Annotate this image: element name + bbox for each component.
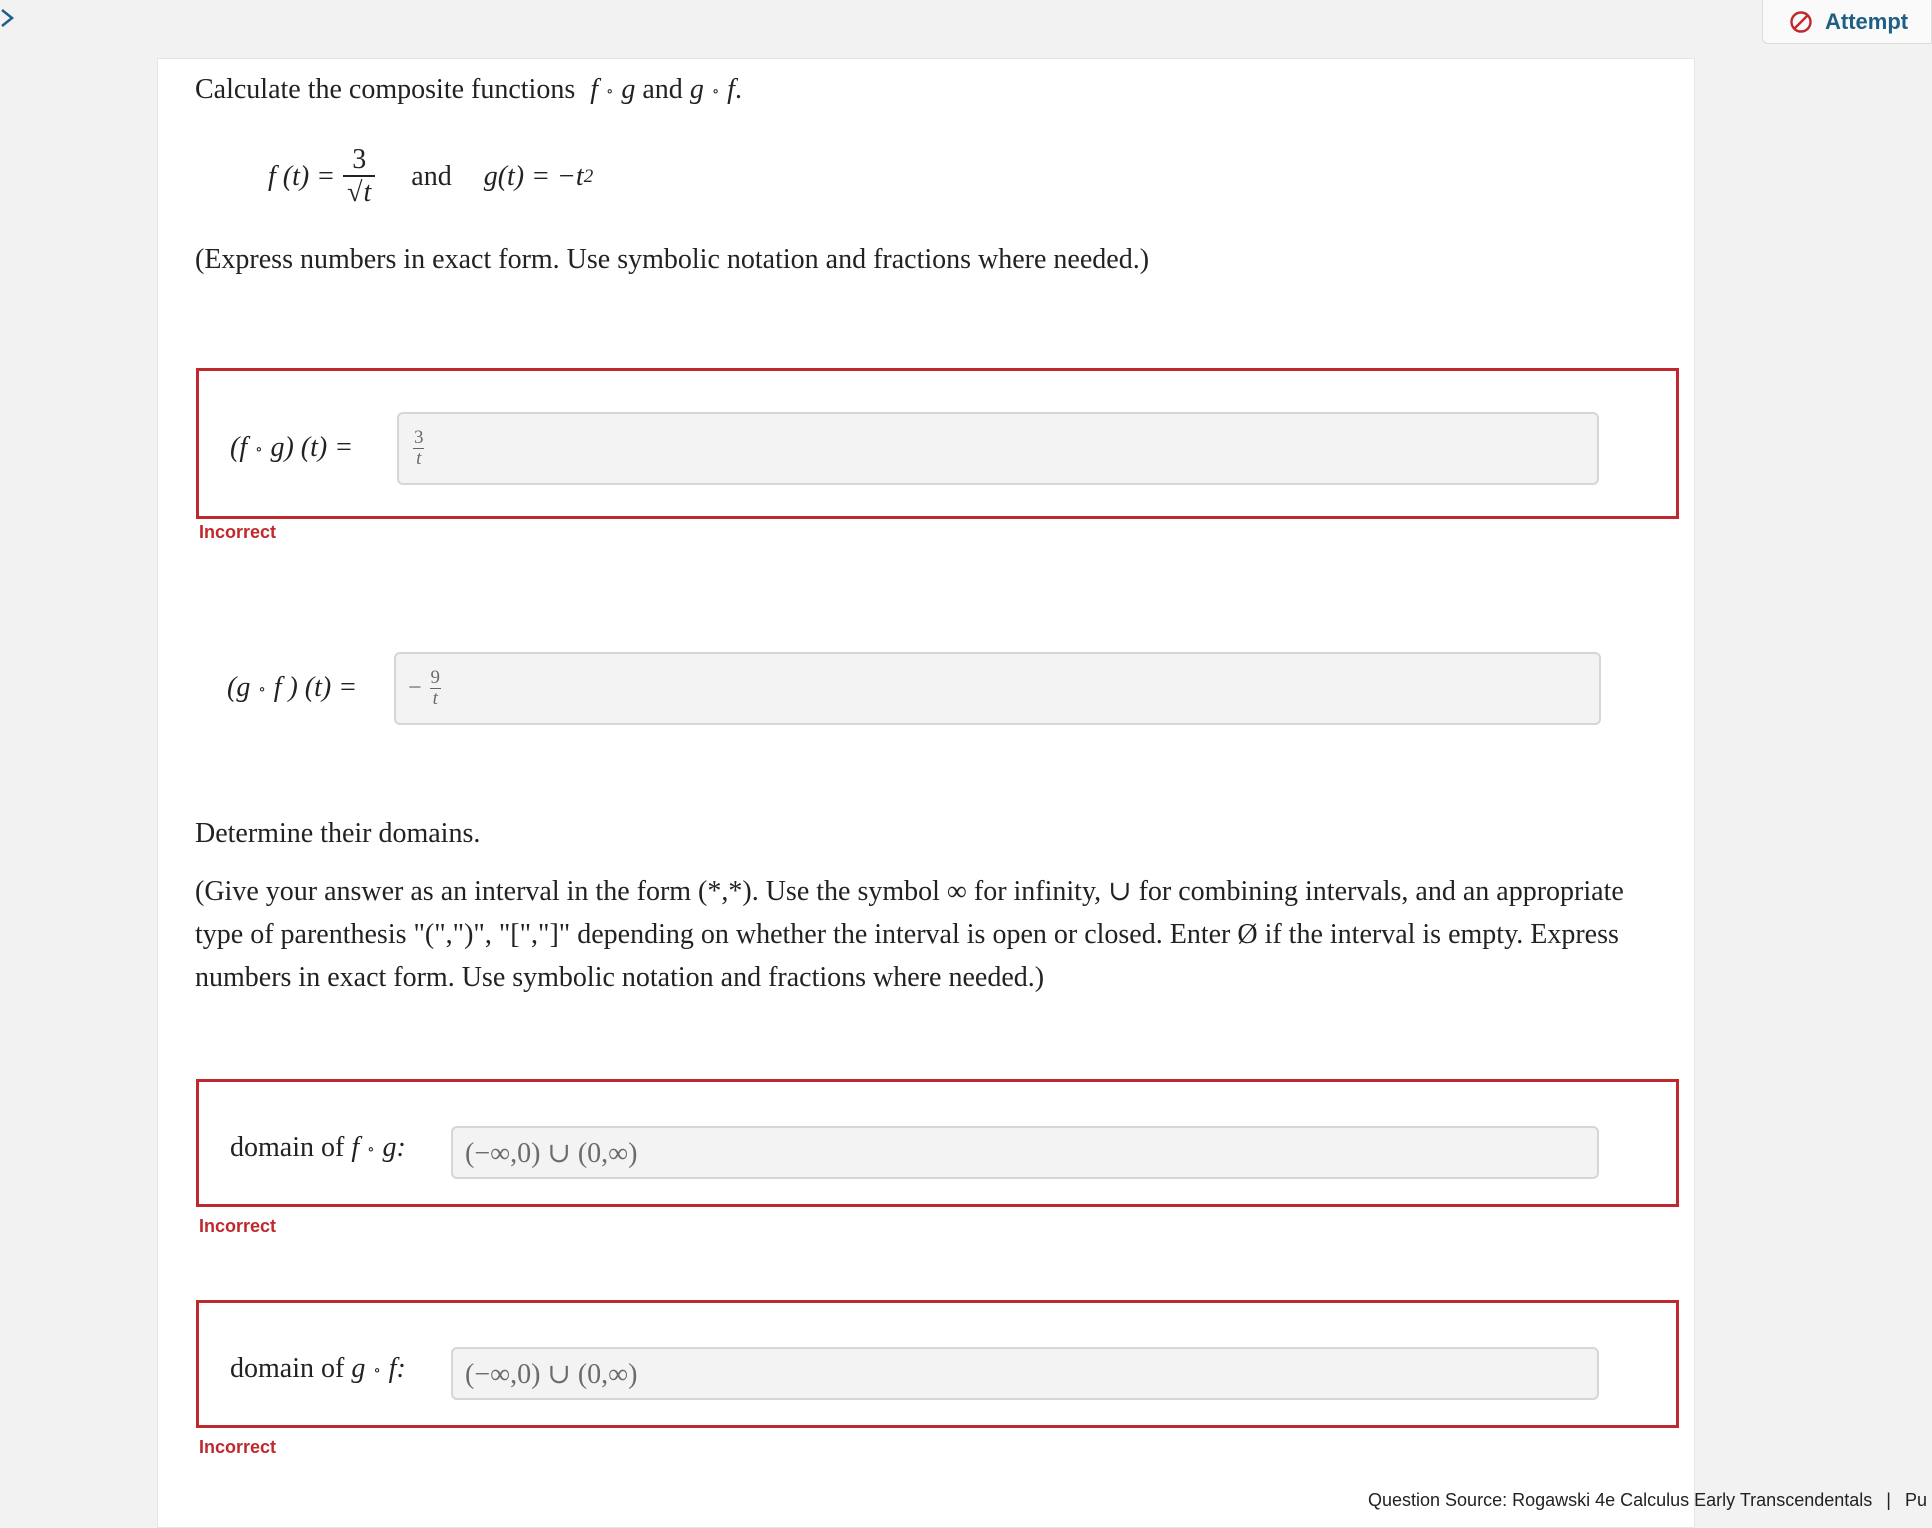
f-fraction <box>343 145 375 209</box>
gf-label-open: (g <box>227 672 251 703</box>
domain-fg-feedback: Incorrect <box>199 1216 277 1236</box>
domain-fg-g: g: <box>382 1132 406 1163</box>
compose-symbol: ∘ <box>258 682 266 699</box>
g-lhs: g(t) = −t <box>483 161 584 192</box>
prompt-g2: g <box>689 74 704 105</box>
compose-symbol: ∘ <box>606 84 614 101</box>
gf-value-num: 9 <box>430 667 441 688</box>
gf-value-den: t <box>430 688 441 709</box>
domain-gf-g: g <box>351 1353 366 1384</box>
domains-instructions: (Give your answer as an interval in the form (*,*). Use the symbol ∞ for infinity, ∪ for combining intervals, and an appropriate type of parenthesis "(",")", "[","]" depending on whether the interval is open or closed. Enter Ø if the interval is empty. Express numbers in exact form. Use symbolic notation and fractions where needed.) <box>195 876 1624 993</box>
f-lhs: f (t) = <box>268 161 336 192</box>
domain-fg-input[interactable] <box>451 1126 1599 1179</box>
domain-gf-prefix: domain of <box>230 1353 345 1384</box>
attempt-status[interactable] <box>1762 0 1932 44</box>
domain-fg-label <box>230 1132 406 1164</box>
fg-value-fraction <box>411 428 427 469</box>
fg-answer-input[interactable] <box>397 412 1599 485</box>
gf-value-fraction <box>428 668 444 709</box>
gf-value-sign: − <box>408 675 422 701</box>
prompt-f2: f <box>727 74 735 105</box>
compose-symbol: ∘ <box>367 1142 375 1159</box>
fg-value-den: t <box>413 448 424 469</box>
prompt-text: Calculate the composite functions <box>195 74 576 105</box>
fg-feedback: Incorrect <box>199 522 277 542</box>
question-source <box>1368 1490 1927 1511</box>
footer-next-link[interactable]: Pu <box>1904 1490 1927 1510</box>
domains-heading: Determine their domains. <box>195 818 481 849</box>
f-denominator <box>343 175 375 209</box>
prompt-and: and <box>642 74 683 105</box>
domain-gf-feedback: Incorrect <box>199 1437 277 1457</box>
domain-gf-input[interactable] <box>451 1347 1599 1400</box>
domain-fg-f: f <box>351 1132 360 1163</box>
fg-value-num: 3 <box>414 427 424 448</box>
g-exponent: 2 <box>583 166 594 187</box>
fg-label <box>230 432 353 464</box>
compose-symbol: ∘ <box>373 1363 381 1380</box>
prompt-g: g <box>621 74 636 105</box>
gf-label <box>227 672 357 704</box>
domain-fg-value: (−∞,0) ∪ (0,∞) <box>465 1137 638 1169</box>
gf-label-close: f ) (t) = <box>273 672 358 703</box>
prompt-end: . <box>734 74 742 105</box>
chevron-right-icon[interactable] <box>0 4 16 32</box>
gf-answer-input[interactable] <box>394 652 1601 725</box>
no-entry-icon <box>1789 10 1813 34</box>
sqrt-symbol: √ <box>347 177 363 208</box>
prompt-f: f <box>590 74 599 105</box>
domain-gf-f: f: <box>388 1353 406 1384</box>
footer-separator: | <box>1886 1490 1891 1510</box>
f-numerator: 3 <box>352 144 367 175</box>
fg-label-open: (f <box>230 432 248 463</box>
function-definitions <box>268 140 593 214</box>
f-den-var: t <box>363 177 372 208</box>
domain-gf-label <box>230 1353 406 1385</box>
and-word: and <box>411 161 452 192</box>
exact-form-note: (Express numbers in exact form. Use symbolic notation and fractions where needed.) <box>195 244 1150 275</box>
domain-fg-prefix: domain of <box>230 1132 345 1163</box>
compose-symbol: ∘ <box>711 84 720 101</box>
question-source-text: Question Source: Rogawski 4e Calculus Early Transcendentals <box>1368 1490 1873 1510</box>
question-prompt <box>195 74 742 106</box>
compose-symbol: ∘ <box>255 442 263 459</box>
domain-gf-value: (−∞,0) ∪ (0,∞) <box>465 1358 638 1390</box>
attempt-label: Attempt <box>1825 8 1909 34</box>
fg-label-close: g) (t) = <box>270 432 354 463</box>
